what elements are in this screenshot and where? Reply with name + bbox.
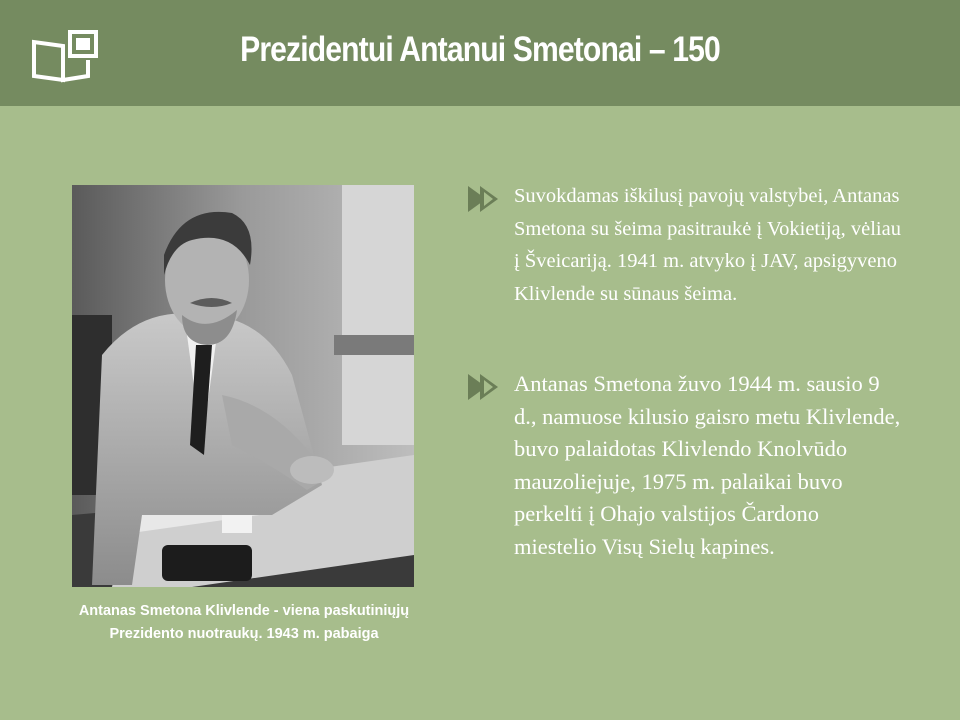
double-arrow-icon [466,184,508,214]
bullet-text: Antanas Smetona žuvo 1944 m. sausio 9 d., namuose kilusio gaisro metu Klivlende, buvo palaidotas Klivlendo Knolvūdo mauzoliejuje, 1975 m. palaikai buvo perkelti į Ohajo valstijos Čardono miestelio Visų Sielų kapines. [514,371,901,559]
double-arrow-icon [466,372,508,402]
open-book-icon [30,28,100,84]
page-title: Prezidentui Antanui Smetonai – 150 [240,30,720,69]
photo-caption: Antanas Smetona Klivlende - viena paskutiniųjų Prezidento nuotraukų. 1943 m. pabaiga [78,603,410,642]
portrait-photo [72,185,414,587]
bullet-text: Suvokdamas iškilusį pavojų valstybei, Antanas Smetona su šeima pasitraukė į Vokietiją, vėliau į Šveicariją. 1941 m. atvyko į JAV, apsigyveno Klivlende su sūnaus šeima. [514,185,901,305]
header-bar [0,0,960,106]
